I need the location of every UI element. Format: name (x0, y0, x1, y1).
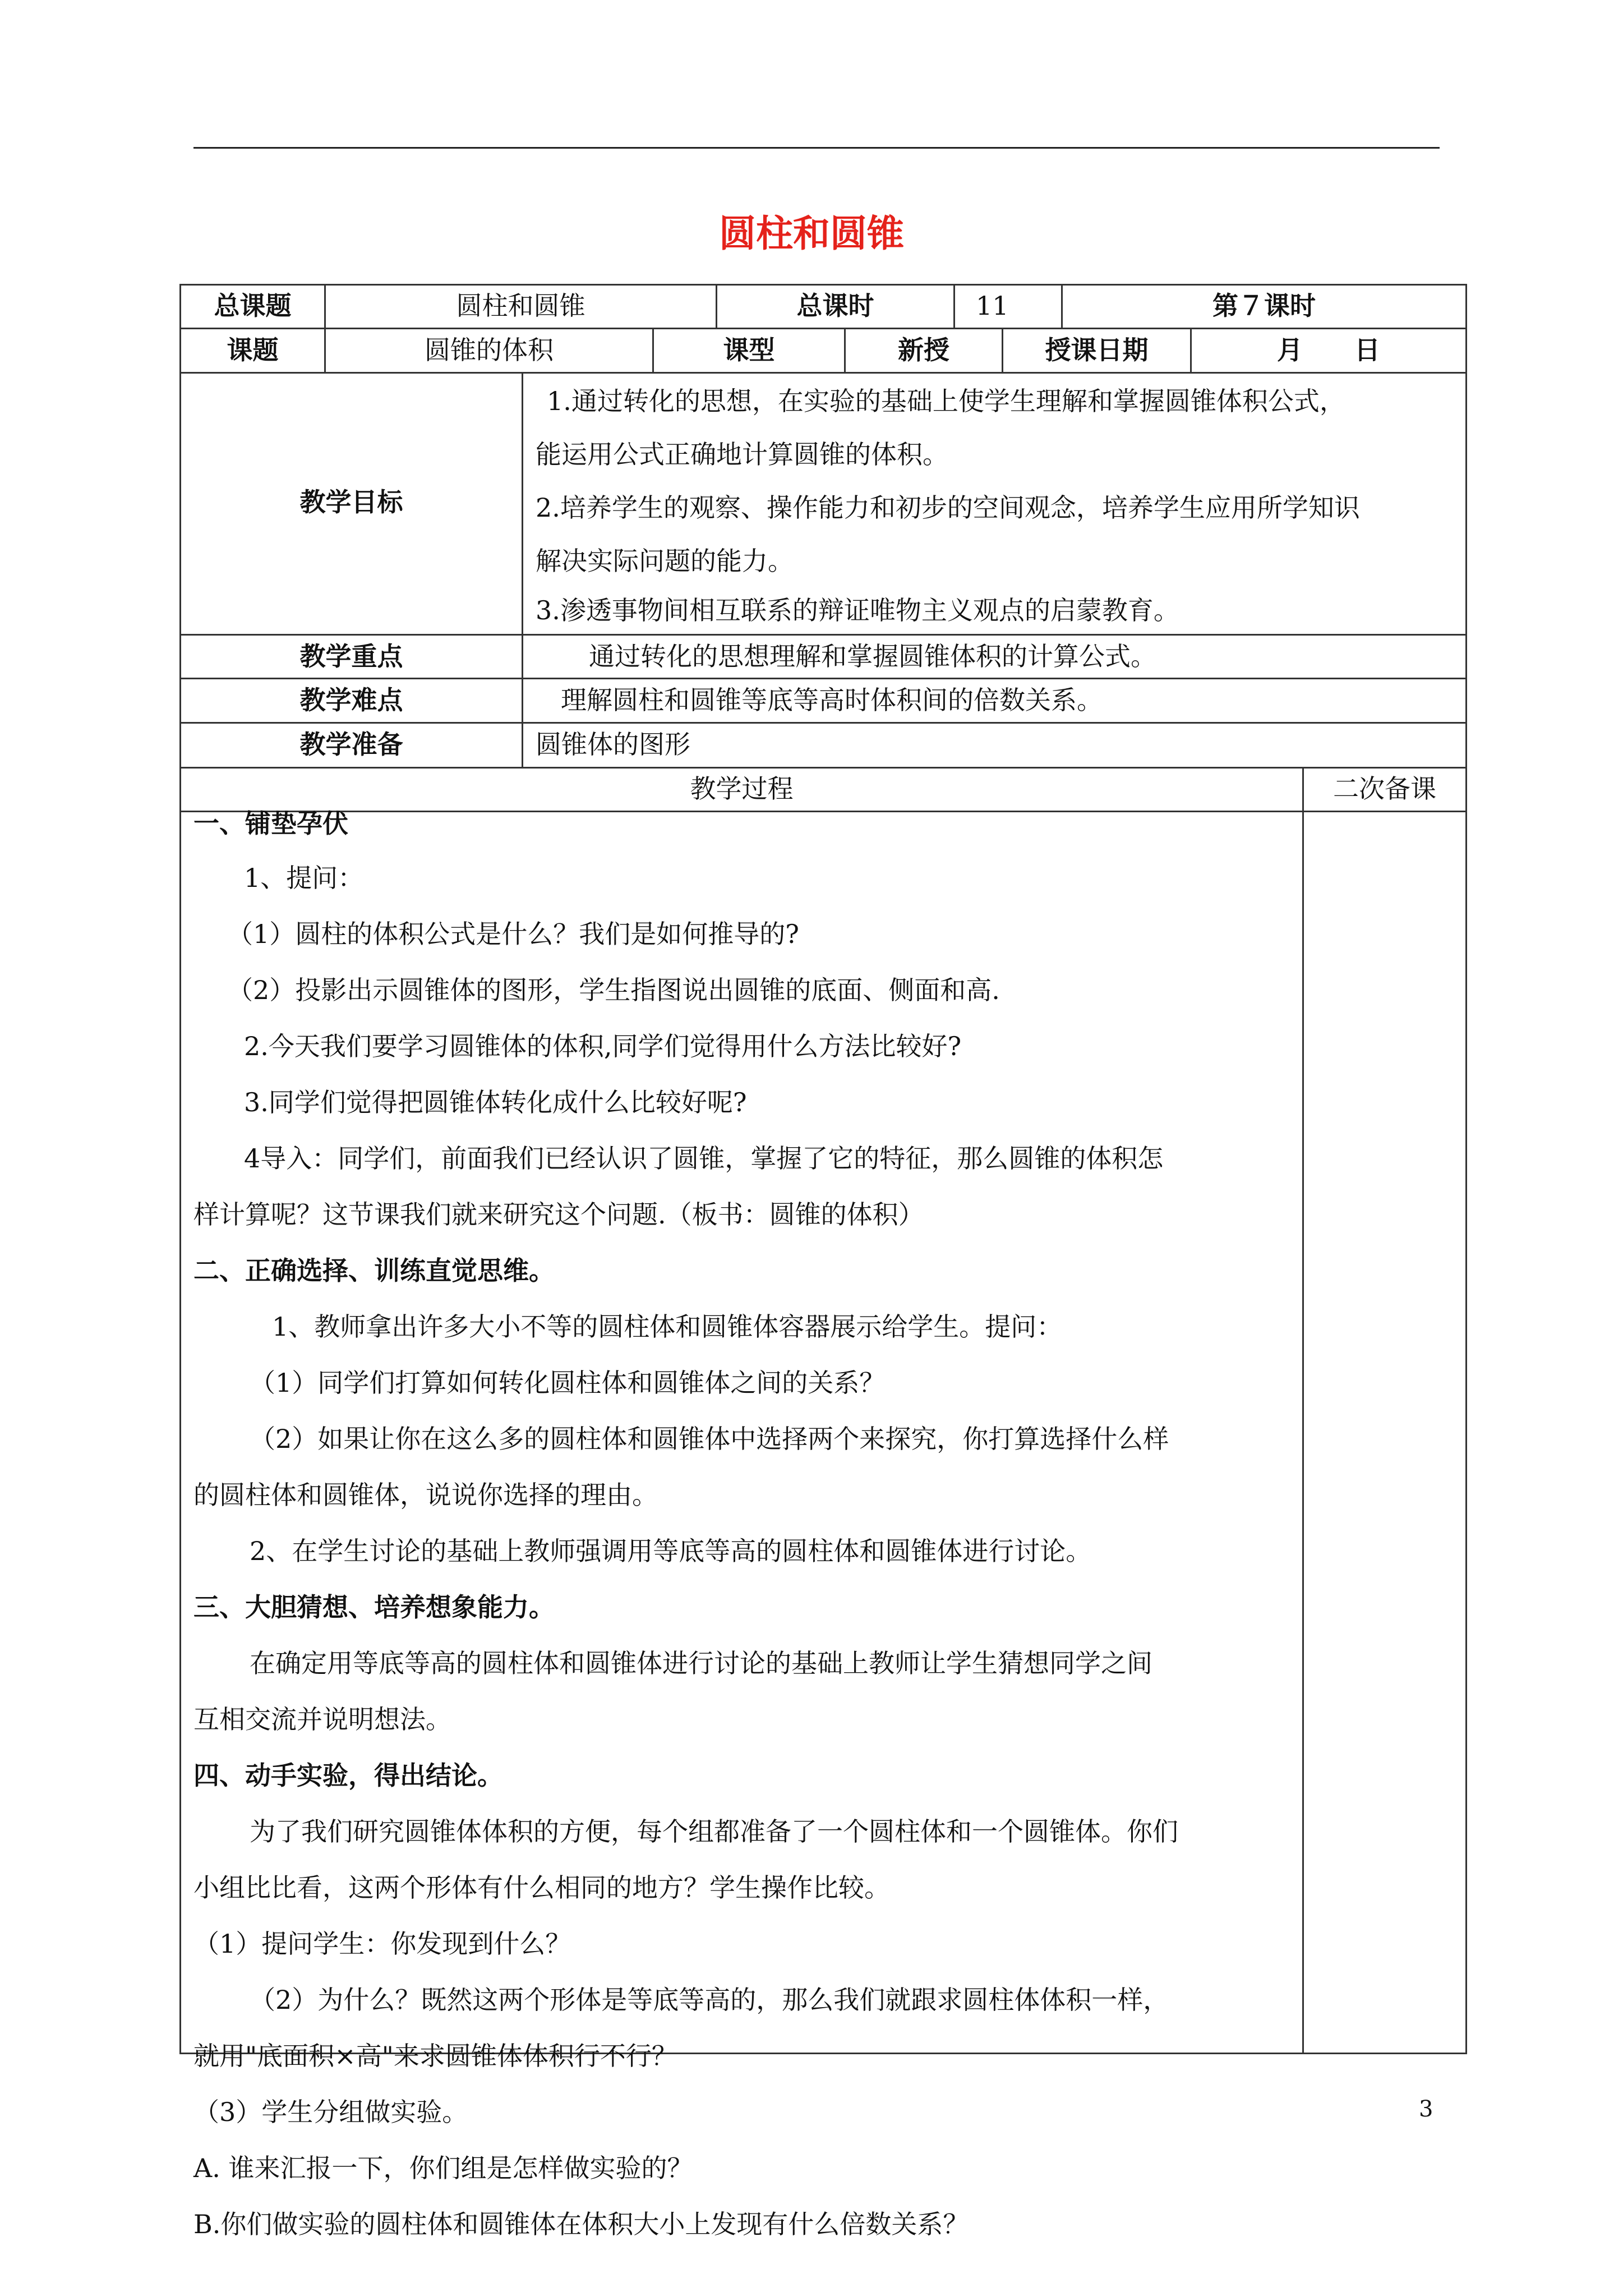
lesson-number: 第７课时 (1212, 291, 1316, 321)
process-paragraph: （2）如果让你在这么多的圆柱体和圆锥体中选择两个来探究，你打算选择什么样 (250, 1424, 1169, 1454)
process-paragraph: 1、提问： (244, 863, 364, 893)
key-point-value: 通过转化的思想理解和掌握圆锥体积的计算公式。 (589, 641, 1156, 671)
total-topic-value: 圆柱和圆锥 (456, 291, 585, 321)
row-line-7 (179, 811, 1467, 812)
secondary-prep-header: 二次备课 (1333, 774, 1436, 804)
process-paragraph: （1）圆柱的体积公式是什么？我们是如何推导的? (227, 919, 799, 949)
row-line-6 (179, 767, 1467, 769)
objective-line: 能运用公式正确地计算圆锥的体积。 (536, 439, 948, 470)
topic-value: 圆锥的体积 (425, 335, 554, 365)
process-paragraph: 就用"底面积×高"来求圆锥体体积行不行？ (193, 2041, 677, 2071)
total-topic-label: 总课题 (214, 291, 292, 321)
process-paragraph: 样计算呢？这节课我们就来研究这个问题.（板书：圆锥的体积） (193, 1199, 924, 1230)
preparation-label: 教学准备 (299, 729, 403, 760)
difficulty-value: 理解圆柱和圆锥等底等高时体积间的倍数关系。 (561, 685, 1103, 715)
process-paragraph: 4导入：同学们，前面我们已经认识了圆锥，掌握了它的特征，那么圆锥的体积怎 (244, 1143, 1164, 1174)
page-title: 圆柱和圆锥 (719, 212, 904, 255)
process-paragraph: 小组比比看，这两个形体有什么相同的地方？学生操作比较。 (193, 1872, 890, 1903)
process-paragraph: 在确定用等底等高的圆柱体和圆锥体进行讨论的基础上教师让学生猜想同学之间 (250, 1648, 1152, 1678)
lesson-type-value: 新授 (898, 335, 949, 365)
row-line-3 (179, 634, 1467, 636)
lesson-type-label: 课型 (723, 335, 775, 365)
process-paragraph: （1）同学们打算如何转化圆柱体和圆锥体之间的关系？ (250, 1368, 886, 1398)
row-line-5 (179, 722, 1467, 724)
total-hours-value: 11 (976, 291, 1009, 321)
page-number: 3 (1419, 2096, 1433, 2122)
date-value: 月 日 (1277, 335, 1380, 365)
process-paragraph: 1、教师拿出许多大小不等的圆柱体和圆锥体容器展示给学生。提问： (272, 1312, 1063, 1342)
process-paragraph: 2.今天我们要学习圆锥体的体积,同学们觉得用什么方法比较好? (244, 1031, 962, 1061)
section-heading: 三、大胆猜想、培养想象能力。 (193, 1592, 555, 1622)
process-paragraph: （2）为什么？既然这两个形体是等底等高的，那么我们就跟求圆柱体体积一样， (250, 1985, 1169, 2015)
process-paragraph: 2、在学生讨论的基础上教师强调用等底等高的圆柱体和圆锥体进行讨论。 (250, 1536, 1092, 1566)
row-line-1 (179, 328, 1467, 329)
col-line (953, 284, 955, 329)
objective-line: 3.渗透事物间相互联系的辩证唯物主义观点的启蒙教育。 (536, 595, 1179, 625)
process-paragraph: （2）投影出示圆锥体的图形，学生指图说出圆锥的底面、侧面和高. (227, 975, 1000, 1005)
row-line-2 (179, 372, 1467, 374)
process-paragraph: （1）提问学生：你发现到什么？ (193, 1929, 571, 1959)
difficulty-label: 教学难点 (299, 685, 403, 715)
col-line (1302, 767, 1304, 2054)
key-point-label: 教学重点 (299, 641, 403, 671)
table-border-left (179, 284, 181, 2054)
section-heading: 一、铺垫孕伏 (193, 808, 348, 839)
objective-line: 2.培养学生的观察、操作能力和初步的空间观念，培养学生应用所学知识 (536, 493, 1360, 523)
row-line-4 (179, 678, 1467, 679)
section-heading: 四、动手实验，得出结论。 (193, 1760, 503, 1791)
process-paragraph: 互相交流并说明想法。 (193, 1704, 451, 1734)
section-heading: 二、正确选择、训练直觉思维。 (193, 1255, 555, 1286)
col-line (522, 372, 523, 768)
table-border-right (1465, 284, 1467, 2054)
process-paragraph: 3.同学们觉得把圆锥体转化成什么比较好呢? (244, 1087, 747, 1117)
process-paragraph: 的圆柱体和圆锥体，说说你选择的理由。 (193, 1480, 658, 1510)
process-paragraph: B.你们做实验的圆柱体和圆锥体在体积大小上发现有什么倍数关系？ (193, 2209, 969, 2239)
table-border-top (179, 284, 1467, 286)
process-header: 教学过程 (690, 774, 794, 804)
objective-line: 解决实际问题的能力。 (536, 546, 794, 576)
header-rule (193, 147, 1440, 149)
objectives-label: 教学目标 (299, 487, 403, 517)
objective-line: 1.通过转化的思想，在实验的基础上使学生理解和掌握圆锥体积公式， (547, 386, 1345, 416)
topic-label: 课题 (227, 335, 279, 365)
total-hours-label: 总课时 (796, 291, 874, 321)
preparation-value: 圆锥体的图形 (536, 729, 690, 760)
process-paragraph: A. 谁来汇报一下，你们组是怎样做实验的？ (193, 2153, 693, 2183)
date-label: 授课日期 (1045, 335, 1149, 365)
process-paragraph: 为了我们研究圆锥体体积的方便，每个组都准备了一个圆柱体和一个圆锥体。你们 (250, 1816, 1178, 1847)
process-paragraph: （3）学生分组做实验。 (193, 2097, 468, 2127)
